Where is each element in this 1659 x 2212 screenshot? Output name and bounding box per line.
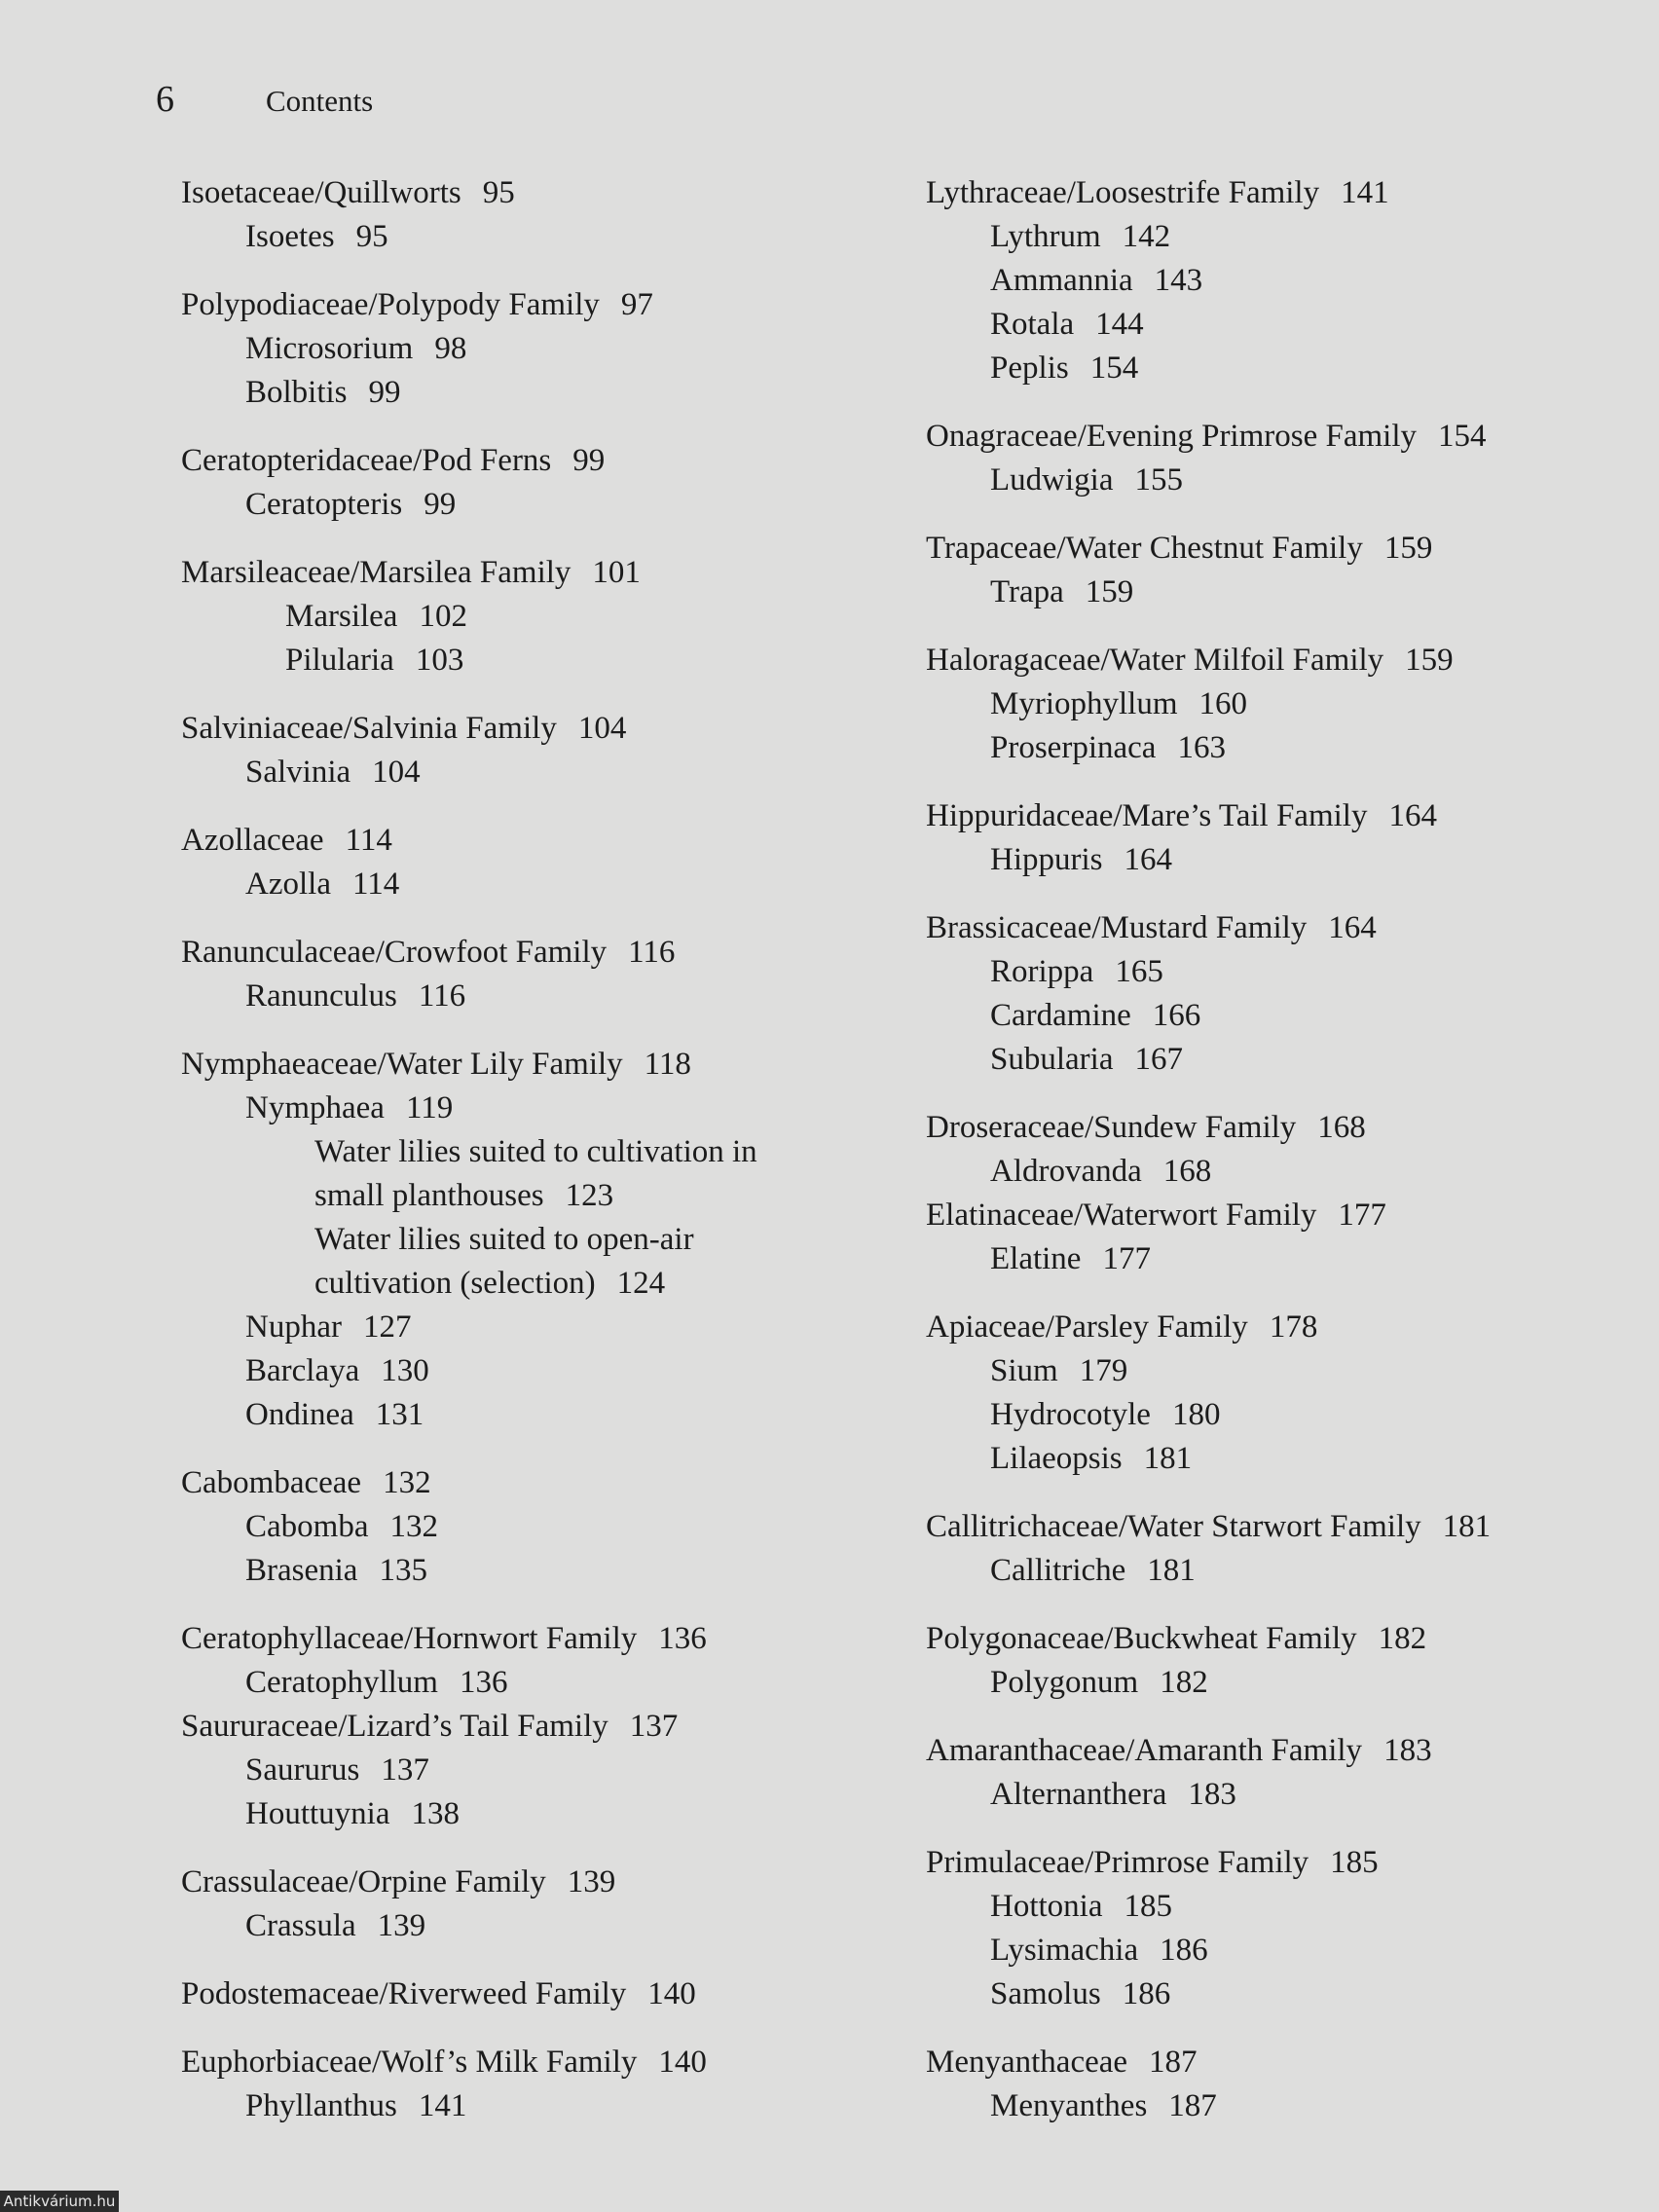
entry-page-number: 119	[405, 1090, 454, 1125]
entry-title: Ammannia	[990, 263, 1133, 298]
entry-title: Houttuynia	[245, 1796, 390, 1831]
entry-page-number: 114	[345, 823, 392, 858]
toc-genus-entry	[926, 1661, 1627, 1705]
entry-title: Ceratopteridaceae/Pod Ferns	[181, 443, 552, 478]
entry-title: Ceratophyllum	[245, 1665, 438, 1700]
entry-page-number: 104	[372, 755, 421, 790]
toc-genus-entry	[181, 751, 921, 794]
entry-title: Lythraceae/Loosestrife Family	[926, 175, 1320, 210]
entry-title: Salviniaceae/Salvinia Family	[181, 711, 557, 746]
entry-page-number: 130	[381, 1353, 429, 1388]
entry-title: Droseraceae/Sundew Family	[926, 1110, 1297, 1145]
entry-title: Polypodiaceae/Polypody Family	[181, 287, 600, 322]
entry-title: Cabomba	[245, 1509, 369, 1544]
entry-page-number: 127	[362, 1309, 412, 1345]
entry-page-number: 144	[1095, 307, 1144, 342]
toc-family-entry	[181, 931, 921, 975]
toc-family-entry	[181, 1461, 921, 1505]
entry-title: Elatine	[990, 1241, 1082, 1276]
toc-genus-entry	[926, 726, 1627, 770]
entry-title: Cabombaceae	[181, 1465, 362, 1500]
entry-title: Azolla	[245, 866, 331, 902]
entry-title: Apiaceae/Parsley Family	[926, 1309, 1248, 1345]
toc-family-entry	[181, 2041, 921, 2084]
toc-genus-entry	[181, 863, 921, 906]
entry-title: Haloragaceae/Water Milfoil Family	[926, 643, 1384, 678]
toc-genus-entry	[926, 303, 1627, 347]
entry-page-number: 168	[1162, 1154, 1212, 1189]
entry-page-number: 118	[644, 1047, 691, 1082]
entry-title: Alternanthera	[990, 1777, 1167, 1812]
toc-genus-entry	[181, 1087, 921, 1130]
entry-page-number: 154	[1438, 419, 1487, 454]
entry-title: Myriophyllum	[990, 686, 1178, 721]
entry-title: Microsorium	[245, 331, 414, 366]
toc-family-entry	[181, 551, 921, 595]
entry-title: Euphorbiaceae/Wolf’s Milk Family	[181, 2045, 638, 2080]
toc-family-entry	[926, 1306, 1627, 1349]
toc-family-entry	[926, 1729, 1627, 1773]
entry-page-number: 141	[1341, 175, 1389, 210]
entry-title: Pilularia	[285, 643, 394, 678]
entry-title: Ceratopteris	[245, 487, 403, 522]
entry-title: Bolbitis	[245, 375, 348, 410]
entry-title: Brasenia	[245, 1553, 358, 1588]
watermark: Antikvárium.hu	[0, 2191, 119, 2212]
toc-family-entry	[926, 171, 1627, 215]
toc-genus-entry	[926, 838, 1627, 882]
entry-title: Polygonaceae/Buckwheat Family	[926, 1621, 1357, 1656]
entry-title: Water lilies suited to open-air	[314, 1222, 694, 1257]
toc-genus-entry	[181, 1130, 921, 1174]
toc-family-entry	[926, 906, 1627, 950]
entry-page-number: 132	[389, 1509, 438, 1544]
toc-family-entry	[926, 415, 1627, 459]
toc-family-entry	[926, 527, 1627, 571]
toc-family-entry	[181, 283, 921, 327]
entry-page-number: 178	[1269, 1309, 1318, 1345]
entry-page-number: 185	[1124, 1889, 1172, 1924]
toc-genus-entry	[926, 994, 1627, 1038]
entry-page-number: 138	[411, 1796, 460, 1831]
entry-page-number: 183	[1188, 1777, 1236, 1812]
toc-genus-entry	[181, 1549, 921, 1593]
entry-title: Isoetaceae/Quillworts	[181, 175, 461, 210]
entry-page-number: 99	[572, 443, 606, 478]
entry-page-number: 101	[592, 555, 641, 590]
toc-left-column	[181, 171, 921, 2128]
toc-family-entry	[926, 1106, 1627, 1150]
toc-genus-entry	[181, 1306, 921, 1349]
toc-family-entry	[926, 1505, 1627, 1549]
page-number: 6	[156, 79, 174, 120]
entry-page-number: 181	[1143, 1441, 1193, 1476]
entry-title: Water lilies suited to cultivation in	[314, 1134, 757, 1169]
entry-page-number: 140	[647, 1976, 696, 2011]
entry-page-number: 177	[1102, 1241, 1151, 1276]
entry-title: Phyllanthus	[245, 2088, 397, 2123]
entry-page-number: 186	[1122, 1976, 1171, 2011]
entry-title: Hydrocotyle	[990, 1397, 1151, 1432]
toc-family-entry	[181, 1972, 921, 2016]
entry-page-number: 187	[1149, 2045, 1198, 2080]
toc-genus-entry	[181, 1505, 921, 1549]
entry-page-number: 164	[1328, 910, 1377, 945]
entry-title: Polygonum	[990, 1665, 1139, 1700]
entry-page-number: 99	[368, 375, 401, 410]
entry-title: Marsilea	[285, 599, 398, 634]
entry-page-number: 167	[1134, 1042, 1183, 1077]
entry-page-number: 114	[351, 866, 400, 902]
entry-page-number: 168	[1317, 1110, 1366, 1145]
toc-family-entry	[181, 1705, 921, 1749]
entry-title: Lysimachia	[990, 1933, 1139, 1968]
toc-genus-entry	[926, 2084, 1627, 2128]
entry-page-number: 141	[418, 2088, 467, 2123]
entry-page-number: 137	[629, 1709, 679, 1744]
toc-family-entry	[926, 2041, 1627, 2084]
entry-page-number: 116	[628, 935, 676, 970]
entry-title: Ranunculaceae/Crowfoot Family	[181, 935, 608, 970]
entry-page-number: 95	[355, 219, 388, 254]
toc-genus-entry	[926, 259, 1627, 303]
toc-genus-entry	[926, 571, 1627, 614]
toc-family-entry	[181, 707, 921, 751]
entry-page-number: 103	[415, 643, 464, 678]
toc-genus-entry	[926, 459, 1627, 502]
toc-genus-entry	[181, 1349, 921, 1393]
entry-title: Crassulaceae/Orpine Family	[181, 1864, 546, 1899]
entry-page-number: 104	[577, 711, 627, 746]
toc-genus-entry	[926, 1237, 1627, 1281]
entry-title: Peplis	[990, 350, 1069, 386]
entry-title: small planthouses	[314, 1178, 544, 1213]
toc-genus-entry	[181, 595, 921, 639]
toc-genus-entry	[926, 1437, 1627, 1481]
entry-title: Crassula	[245, 1908, 356, 1943]
entry-page-number: 139	[377, 1908, 426, 1943]
toc-genus-entry	[926, 1393, 1627, 1437]
entry-page-number: 177	[1338, 1198, 1386, 1233]
entry-title: Primulaceae/Primrose Family	[926, 1845, 1309, 1880]
entry-title: Ceratophyllaceae/Hornwort Family	[181, 1621, 638, 1656]
entry-title: Brassicaceae/Mustard Family	[926, 910, 1308, 945]
toc-genus-entry	[181, 1218, 921, 1262]
entry-title: Menyanthaceae	[926, 2045, 1128, 2080]
entry-page-number: 182	[1378, 1621, 1427, 1656]
entry-title: Ondinea	[245, 1397, 354, 1432]
toc-genus-entry	[926, 347, 1627, 390]
entry-title: Rotala	[990, 307, 1075, 342]
entry-page-number: 97	[620, 287, 653, 322]
entry-title: Elatinaceae/Waterwort Family	[926, 1198, 1317, 1233]
toc-genus-entry	[926, 1549, 1627, 1593]
toc-family-entry	[181, 1043, 921, 1087]
entry-title: Barclaya	[245, 1353, 360, 1388]
entry-title: Isoetes	[245, 219, 335, 254]
entry-title: Hottonia	[990, 1889, 1103, 1924]
toc-family-entry	[926, 1617, 1627, 1661]
toc-genus-entry	[181, 1174, 921, 1218]
entry-page-number: 143	[1154, 263, 1203, 298]
entry-page-number: 180	[1171, 1397, 1221, 1432]
page-header	[156, 78, 373, 123]
entry-page-number: 181	[1147, 1553, 1196, 1588]
toc-genus-entry	[181, 975, 921, 1018]
toc-genus-entry	[181, 1749, 921, 1792]
entry-page-number: 185	[1330, 1845, 1379, 1880]
entry-title: Amaranthaceae/Amaranth Family	[926, 1733, 1363, 1768]
entry-page-number: 131	[375, 1397, 424, 1432]
entry-page-number: 159	[1383, 531, 1433, 566]
entry-page-number: 165	[1115, 954, 1163, 989]
entry-title: Rorippa	[990, 954, 1094, 989]
toc-genus-entry	[181, 1904, 921, 1948]
toc-genus-entry	[926, 1972, 1627, 2016]
toc-right-column	[926, 171, 1627, 2128]
entry-page-number: 160	[1198, 686, 1248, 721]
entry-title: cultivation (selection)	[314, 1266, 596, 1301]
entry-page-number: 140	[658, 2045, 707, 2080]
entry-page-number: 102	[419, 599, 467, 634]
entry-title: Hippuris	[990, 842, 1103, 877]
toc-family-entry	[181, 439, 921, 483]
entry-page-number: 123	[565, 1178, 614, 1213]
entry-page-number: 154	[1089, 350, 1139, 386]
toc-genus-entry	[926, 1038, 1627, 1082]
entry-title: Proserpinaca	[990, 730, 1157, 765]
entry-title: Samolus	[990, 1976, 1101, 2011]
toc-family-entry	[926, 794, 1627, 838]
toc-genus-entry	[926, 215, 1627, 259]
toc-genus-entry	[181, 1393, 921, 1437]
entry-title: Lilaeopsis	[990, 1441, 1123, 1476]
entry-page-number: 136	[459, 1665, 508, 1700]
entry-page-number: 186	[1160, 1933, 1208, 1968]
entry-page-number: 163	[1177, 730, 1226, 765]
toc-genus-entry	[181, 1792, 921, 1836]
entry-page-number: 155	[1134, 462, 1183, 498]
entry-page-number: 116	[418, 978, 466, 1014]
entry-title: Hippuridaceae/Mare’s Tail Family	[926, 798, 1368, 833]
toc-genus-entry	[181, 215, 921, 259]
entry-title: Menyanthes	[990, 2088, 1148, 2123]
running-title: Contents	[266, 84, 374, 118]
entry-page-number: 164	[1388, 798, 1437, 833]
toc-genus-entry	[926, 1349, 1627, 1393]
toc-genus-entry	[181, 371, 921, 415]
entry-page-number: 142	[1122, 219, 1171, 254]
entry-page-number: 136	[658, 1621, 707, 1656]
entry-title: Subularia	[990, 1042, 1114, 1077]
toc-genus-entry	[926, 682, 1627, 726]
entry-page-number: 182	[1160, 1665, 1208, 1700]
entry-title: Marsileaceae/Marsilea Family	[181, 555, 571, 590]
entry-page-number: 164	[1124, 842, 1172, 877]
entry-title: Callitriche	[990, 1553, 1126, 1588]
entry-title: Azollaceae	[181, 823, 324, 858]
entry-title: Trapaceae/Water Chestnut Family	[926, 531, 1363, 566]
entry-page-number: 139	[567, 1864, 616, 1899]
entry-page-number: 137	[381, 1752, 429, 1788]
toc-family-entry	[181, 171, 921, 215]
toc-genus-entry	[926, 1885, 1627, 1929]
toc-family-entry	[181, 1617, 921, 1661]
entry-page-number: 159	[1405, 643, 1454, 678]
toc-genus-entry	[926, 1929, 1627, 1972]
entry-title: Sium	[990, 1353, 1058, 1388]
entry-title: Nuphar	[245, 1309, 342, 1345]
toc-family-entry	[181, 1861, 921, 1904]
toc-genus-entry	[181, 639, 921, 682]
toc-family-entry	[926, 639, 1627, 682]
entry-title: Podostemaceae/Riverweed Family	[181, 1976, 627, 2011]
toc-genus-entry	[181, 1661, 921, 1705]
toc-genus-entry	[926, 950, 1627, 994]
entry-title: Ludwigia	[990, 462, 1114, 498]
entry-page-number: 187	[1168, 2088, 1217, 2123]
entry-title: Saururus	[245, 1752, 360, 1788]
toc-genus-entry	[181, 483, 921, 527]
toc-genus-entry	[926, 1773, 1627, 1817]
toc-family-entry	[181, 819, 921, 863]
entry-page-number: 166	[1152, 998, 1201, 1033]
entry-page-number: 124	[616, 1266, 666, 1301]
entry-title: Lythrum	[990, 219, 1101, 254]
entry-page-number: 159	[1085, 574, 1134, 609]
entry-page-number: 98	[434, 331, 467, 366]
toc-genus-entry	[181, 2084, 921, 2128]
entry-page-number: 179	[1079, 1353, 1128, 1388]
entry-page-number: 183	[1383, 1733, 1432, 1768]
entry-title: Trapa	[990, 574, 1064, 609]
entry-page-number: 99	[424, 487, 457, 522]
entry-title: Nymphaeaceae/Water Lily Family	[181, 1047, 623, 1082]
entry-page-number: 95	[482, 175, 515, 210]
entry-page-number: 181	[1442, 1509, 1492, 1544]
entry-page-number: 135	[379, 1553, 427, 1588]
entry-title: Ranunculus	[245, 978, 397, 1014]
entry-title: Nymphaea	[245, 1090, 385, 1125]
toc-family-entry	[926, 1841, 1627, 1885]
entry-title: Onagraceae/Evening Primrose Family	[926, 419, 1418, 454]
toc-genus-entry	[181, 327, 921, 371]
toc-genus-entry	[181, 1262, 921, 1306]
entry-title: Cardamine	[990, 998, 1131, 1033]
toc-family-entry	[926, 1194, 1627, 1237]
entry-page-number: 132	[383, 1465, 431, 1500]
entry-title: Aldrovanda	[990, 1154, 1142, 1189]
entry-title: Salvinia	[245, 755, 351, 790]
entry-title: Saururaceae/Lizard’s Tail Family	[181, 1709, 608, 1744]
toc-genus-entry	[926, 1150, 1627, 1194]
entry-title: Callitrichaceae/Water Starwort Family	[926, 1509, 1421, 1544]
